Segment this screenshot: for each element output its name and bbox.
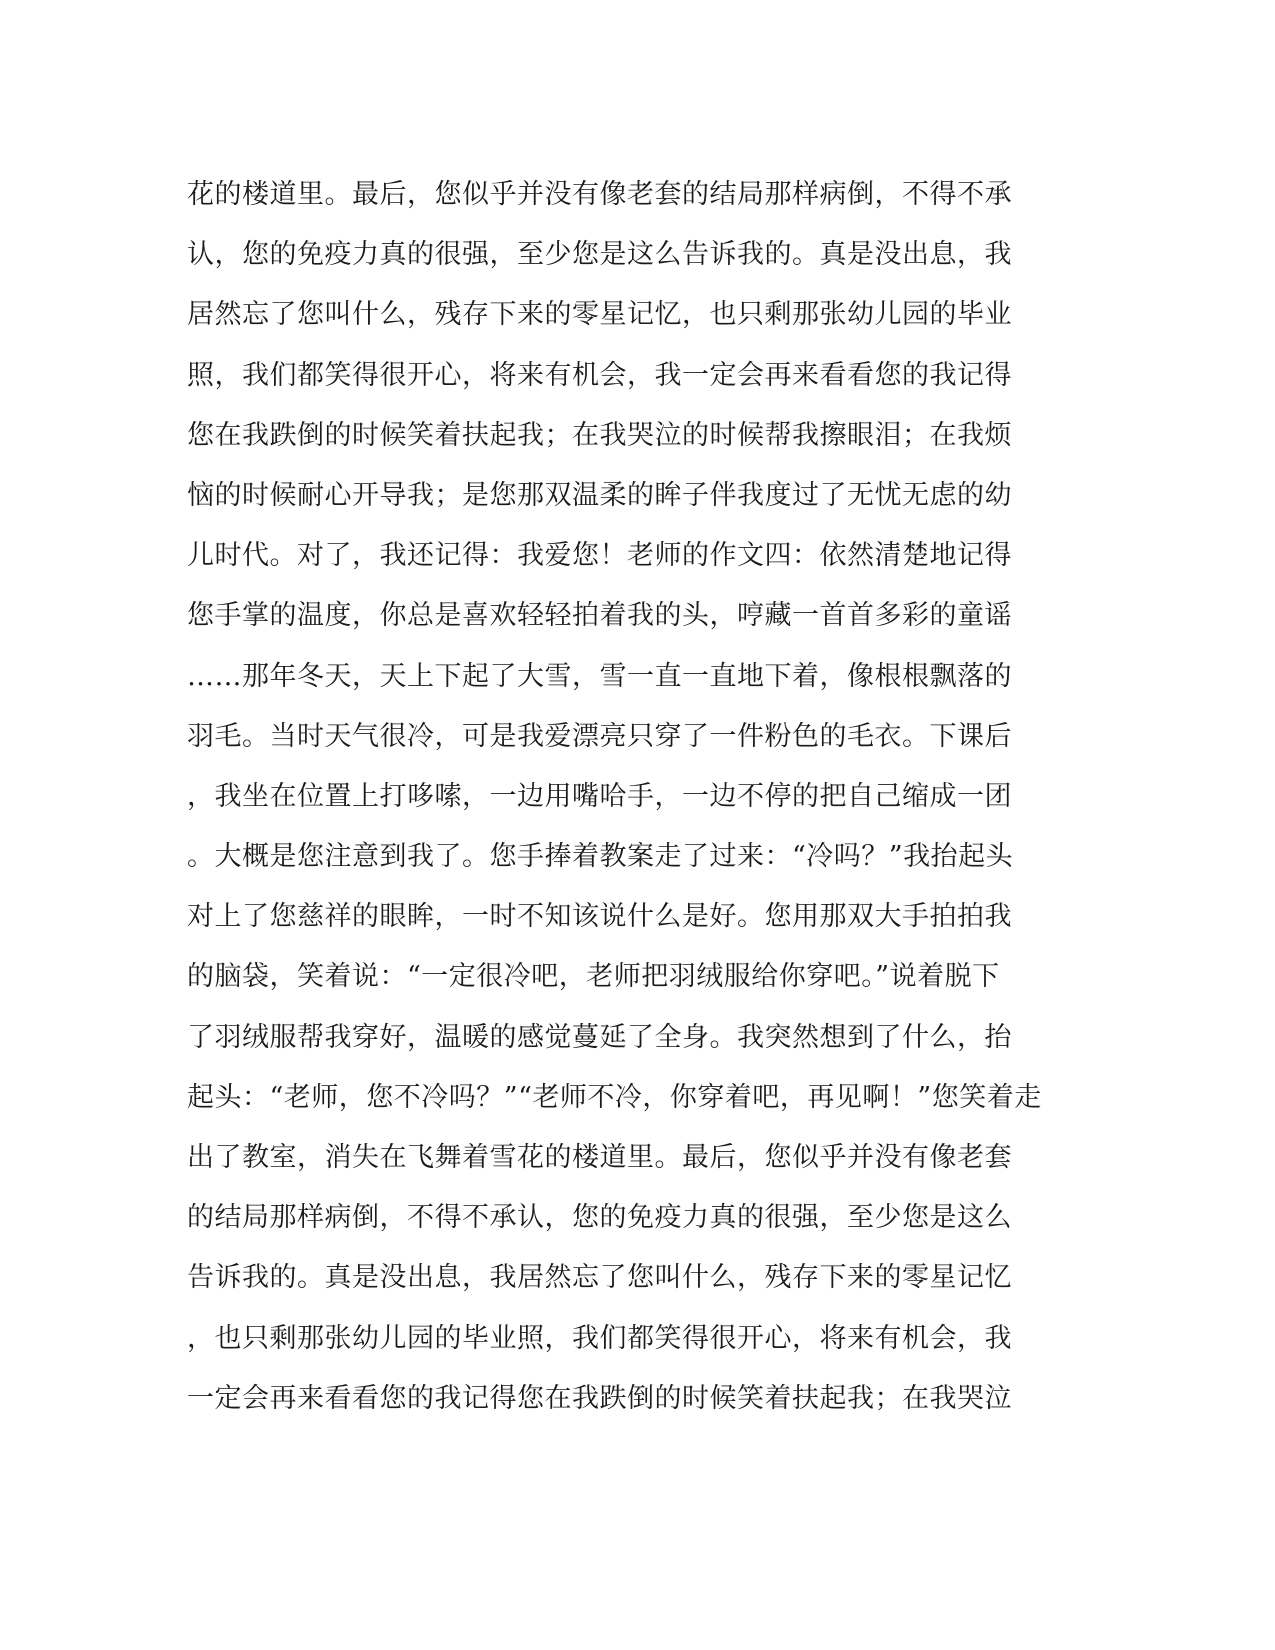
text-line: 儿时代。对了，我还记得：我爱您！老师的作文四：依然清楚地记得 [187, 540, 1012, 572]
text-line: 告诉我的。真是没出息，我居然忘了您叫什么，残存下来的零星记忆 [187, 1262, 1012, 1294]
text-line: ，也只剩那张幼儿园的毕业照，我们都笑得很开心，将来有机会，我 [187, 1322, 1012, 1354]
body-text [187, 165, 1087, 1429]
text-line: 。大概是您注意到我了。您手捧着教案走了过来：“冷吗？”我抬起头 [187, 841, 1014, 873]
text-line: 对上了您慈祥的眼眸，一时不知该说什么是好。您用那双大手拍拍我 [187, 901, 1012, 933]
text-line: 花的楼道里。最后，您似乎并没有像老套的结局那样病倒，不得不承 [187, 179, 1012, 210]
text-line: 认，您的免疫力真的很强，至少您是这么告诉我的。真是没出息，我 [187, 239, 1012, 271]
text-line: 的结局那样病倒，不得不承认，您的免疫力真的很强，至少您是这么 [187, 1202, 1012, 1234]
text-line: 恼的时候耐心开导我；是您那双温柔的眸子伴我度过了无忧无虑的幼 [187, 479, 1012, 511]
text-line: 了羽绒服帮我穿好，温暖的感觉蔓延了全身。我突然想到了什么，抬 [187, 1021, 1012, 1053]
text-line: 羽毛。当时天气很冷，可是我爱漂亮只穿了一件粉色的毛衣。下课后 [187, 720, 1012, 752]
text-line: ……那年冬天，天上下起了大雪，雪一直一直地下着，像根根飘落的 [187, 660, 1012, 692]
text-line: 一定会再来看看您的我记得您在我跌倒的时候笑着扶起我；在我哭泣 [187, 1382, 1012, 1414]
text-line: 您在我跌倒的时候笑着扶起我；在我哭泣的时候帮我擦眼泪；在我烦 [187, 419, 1012, 451]
text-line: 起头：“老师，您不冷吗？”“老师不冷，你穿着吧，再见啊！”您笑着走 [187, 1081, 1042, 1113]
text-line: 照，我们都笑得很开心，将来有机会，我一定会再来看看您的我记得 [187, 359, 1012, 391]
text-line: 的脑袋，笑着说：“一定很冷吧，老师把羽绒服给你穿吧。”说着脱下 [187, 961, 1000, 993]
text-line: 居然忘了您叫什么，残存下来的零星记忆，也只剩那张幼儿园的毕业 [187, 299, 1012, 331]
text-line: 出了教室，消失在飞舞着雪花的楼道里。最后，您似乎并没有像老套 [187, 1142, 1012, 1173]
text-line: 您手掌的温度，你总是喜欢轻轻拍着我的头，哼藏一首首多彩的童谣 [187, 600, 1012, 632]
text-line: ，我坐在位置上打哆嗦，一边用嘴哈手，一边不停的把自己缩成一团 [187, 780, 1012, 812]
